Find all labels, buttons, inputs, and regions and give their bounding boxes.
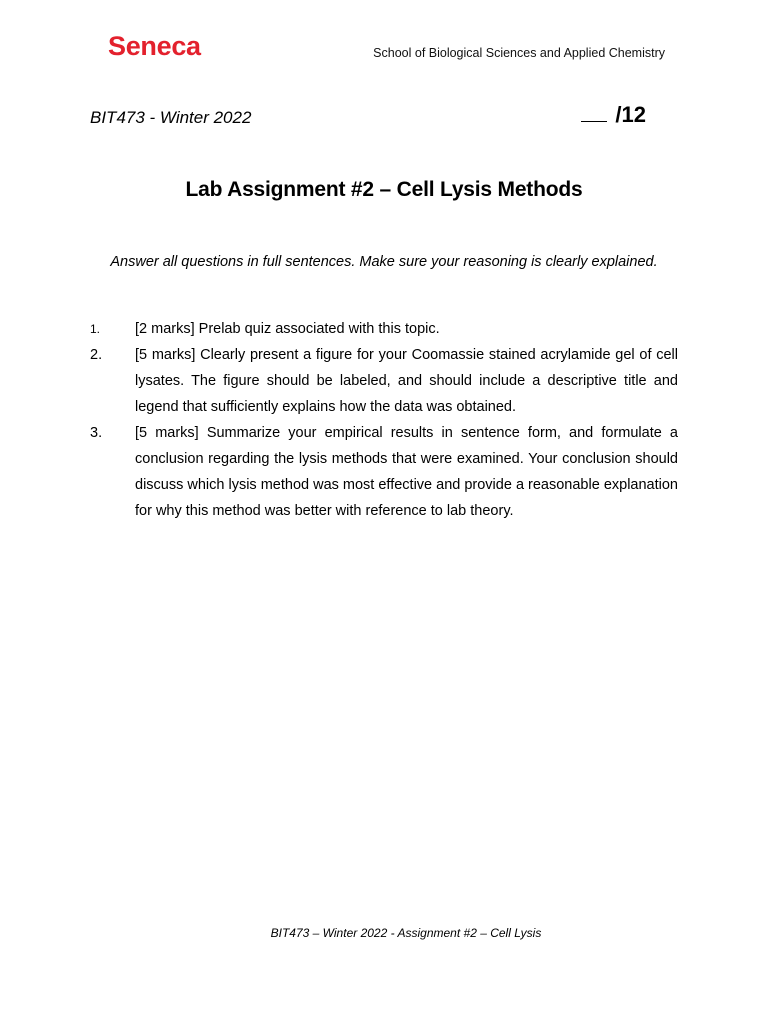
instructions: Answer all questions in full sentences. Make sure your reasoning is clearly explained. [110,254,658,270]
school-name: School of Biological Sciences and Applied Chemistry [373,46,665,60]
question-text: [2 marks] Prelab quiz associated with this topic. [135,321,440,337]
seneca-logo: Seneca [108,31,201,61]
question-item [90,342,678,420]
question-item [90,420,678,524]
question-number: 3. [90,425,103,441]
question-list [90,316,678,524]
page-title: Lab Assignment #2 – Cell Lysis Methods [185,178,583,201]
score-total: /12 [615,102,646,127]
score-field [581,101,646,129]
score-blank[interactable] [581,120,607,122]
question-item [90,316,678,342]
page-footer: BIT473 – Winter 2022 - Assignment #2 – Cell Lysis [270,926,542,940]
question-text: [5 marks] Clearly present a figure for your Coomassie stained acrylamide gel of cell lysates. The figure should be labeled, and should include a descriptive title and legend that sufficiently explains how the data was obtained. [135,347,678,415]
course-label: BIT473 - Winter 2022 [90,108,252,127]
question-number: 1. [90,322,101,336]
question-text: [5 marks] Summarize your empirical results in sentence form, and formulate a conclusion regarding the lysis methods that were examined. Your conclusion should discuss which lysis method was most effective and provide a reasonable explanation for why this method was better with reference to lab theory. [135,425,678,519]
question-number: 2. [90,347,103,363]
